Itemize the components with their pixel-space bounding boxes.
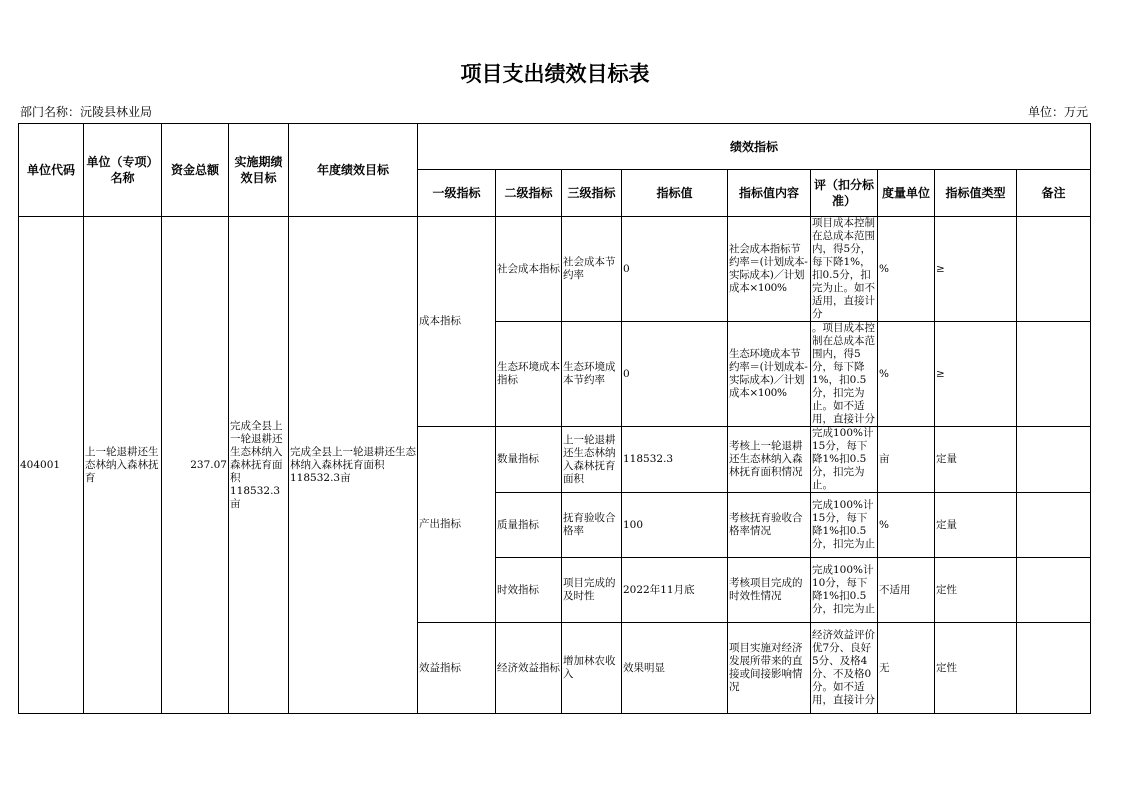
currency-unit: 单位：万元 <box>1027 105 1088 119</box>
remarks-cell <box>1017 623 1091 714</box>
unit-cell: % <box>878 493 935 558</box>
header-unit-code: 单位代码 <box>19 124 84 217</box>
remarks-cell <box>1017 493 1091 558</box>
level2-cell: 生态环境成本指标 <box>496 322 562 427</box>
value-cell: 100 <box>622 493 728 558</box>
level3-cell: 项目完成的及时性 <box>562 558 622 623</box>
header-scoring: 评（扣分标准） <box>811 170 878 217</box>
level2-cell: 质量指标 <box>496 493 562 558</box>
project-code: 404001 <box>19 217 84 714</box>
scoring-cell: 。项目成本控制在总成本范围内，得5分，每下降1%，扣0.5分，扣完为止。如不适用，直接计分 <box>811 322 878 427</box>
type-cell: 定性 <box>935 558 1017 623</box>
type-cell: 定量 <box>935 493 1017 558</box>
table-row <box>19 217 1091 322</box>
type-cell: 定性 <box>935 623 1017 714</box>
page-title: 项目支出绩效目标表 <box>460 62 650 86</box>
level2-cell: 社会成本指标 <box>496 217 562 322</box>
remarks-cell <box>1017 427 1091 493</box>
content-cell: 社会成本指标节约率＝(计划成本-实际成本)／计划成本×100% <box>728 217 811 322</box>
header-unit-name: 单位（专项）名称 <box>84 124 162 217</box>
type-cell: 定量 <box>935 427 1017 493</box>
scoring-cell: 完成100%计15分，每下降1%扣0.5分，扣完为止。 <box>811 427 878 493</box>
value-cell: 0 <box>622 322 728 427</box>
remarks-cell <box>1017 322 1091 427</box>
header-row-1 <box>19 124 1091 170</box>
scoring-cell: 完成100%计10分，每下降1%扣0.5分，扣完为止 <box>811 558 878 623</box>
content-cell: 考核上一轮退耕还生态林纳入森林抚育面积情况 <box>728 427 811 493</box>
level3-cell: 社会成本节约率 <box>562 217 622 322</box>
type-cell: ≥ <box>935 217 1017 322</box>
level2-cell: 数量指标 <box>496 427 562 493</box>
header-level3: 三级指标 <box>562 170 622 217</box>
project-funds: 237.07 <box>162 217 229 714</box>
header-measure-unit: 度量单位 <box>878 170 935 217</box>
value-cell: 118532.3 <box>622 427 728 493</box>
header-total-funds: 资金总额 <box>162 124 229 217</box>
header-period-target: 实施期绩效目标 <box>229 124 289 217</box>
level3-cell: 上一轮退耕还生态林纳入森林抚育面积 <box>562 427 622 493</box>
header-remarks: 备注 <box>1017 170 1091 217</box>
level3-cell: 增加林农收入 <box>562 623 622 714</box>
scoring-cell: 项目成本控制在总成本范围内，得5分，每下降1%，扣0.5分，扣完为止。如不适用，直接计分 <box>811 217 878 322</box>
content-cell: 生态环境成本节约率＝(计划成本-实际成本)／计划成本×100% <box>728 322 811 427</box>
level1-cell: 产出指标 <box>418 427 496 623</box>
content-cell: 项目实施对经济发展所带来的直接或间接影响情况 <box>728 623 811 714</box>
unit-cell: % <box>878 217 935 322</box>
project-period-target: 完成全县上一轮退耕还生态林纳入森林抚育面积118532.3亩 <box>229 217 289 714</box>
level1-cell: 效益指标 <box>418 623 496 714</box>
department-name: 部门名称：沅陵县林业局 <box>20 105 153 119</box>
unit-cell: 不适用 <box>878 558 935 623</box>
level2-cell: 时效指标 <box>496 558 562 623</box>
project-name: 上一轮退耕还生态林纳入森林抚育 <box>84 217 162 714</box>
value-cell: 0 <box>622 217 728 322</box>
type-cell: ≥ <box>935 322 1017 427</box>
unit-cell: % <box>878 322 935 427</box>
level3-cell: 生态环境成本节约率 <box>562 322 622 427</box>
content-cell: 考核抚育验收合格率情况 <box>728 493 811 558</box>
remarks-cell <box>1017 217 1091 322</box>
scoring-cell: 完成100%计15分，每下降1%扣0.5分，扣完为止 <box>811 493 878 558</box>
level2-cell: 经济效益指标 <box>496 623 562 714</box>
header-value-type: 指标值类型 <box>935 170 1017 217</box>
header-value-content: 指标值内容 <box>728 170 811 217</box>
level3-cell: 抚育验收合格率 <box>562 493 622 558</box>
project-annual-target: 完成全县上一轮退耕还生态林纳入森林抚育面积118532.3亩 <box>289 217 418 714</box>
unit-cell: 无 <box>878 623 935 714</box>
header-level1: 一级指标 <box>418 170 496 217</box>
value-cell: 2022年11月底 <box>622 558 728 623</box>
level1-cell: 成本指标 <box>418 217 496 427</box>
remarks-cell <box>1017 558 1091 623</box>
header-value: 指标值 <box>622 170 728 217</box>
performance-table <box>18 123 1091 714</box>
header-level2: 二级指标 <box>496 170 562 217</box>
unit-cell: 亩 <box>878 427 935 493</box>
header-indicators: 绩效指标 <box>418 124 1091 170</box>
value-cell: 效果明显 <box>622 623 728 714</box>
header-annual-target: 年度绩效目标 <box>289 124 418 217</box>
scoring-cell: 经济效益评价优7分、良好5分、及格4分、不及格0分。如不适用，直接计分 <box>811 623 878 714</box>
content-cell: 考核项目完成的时效性情况 <box>728 558 811 623</box>
